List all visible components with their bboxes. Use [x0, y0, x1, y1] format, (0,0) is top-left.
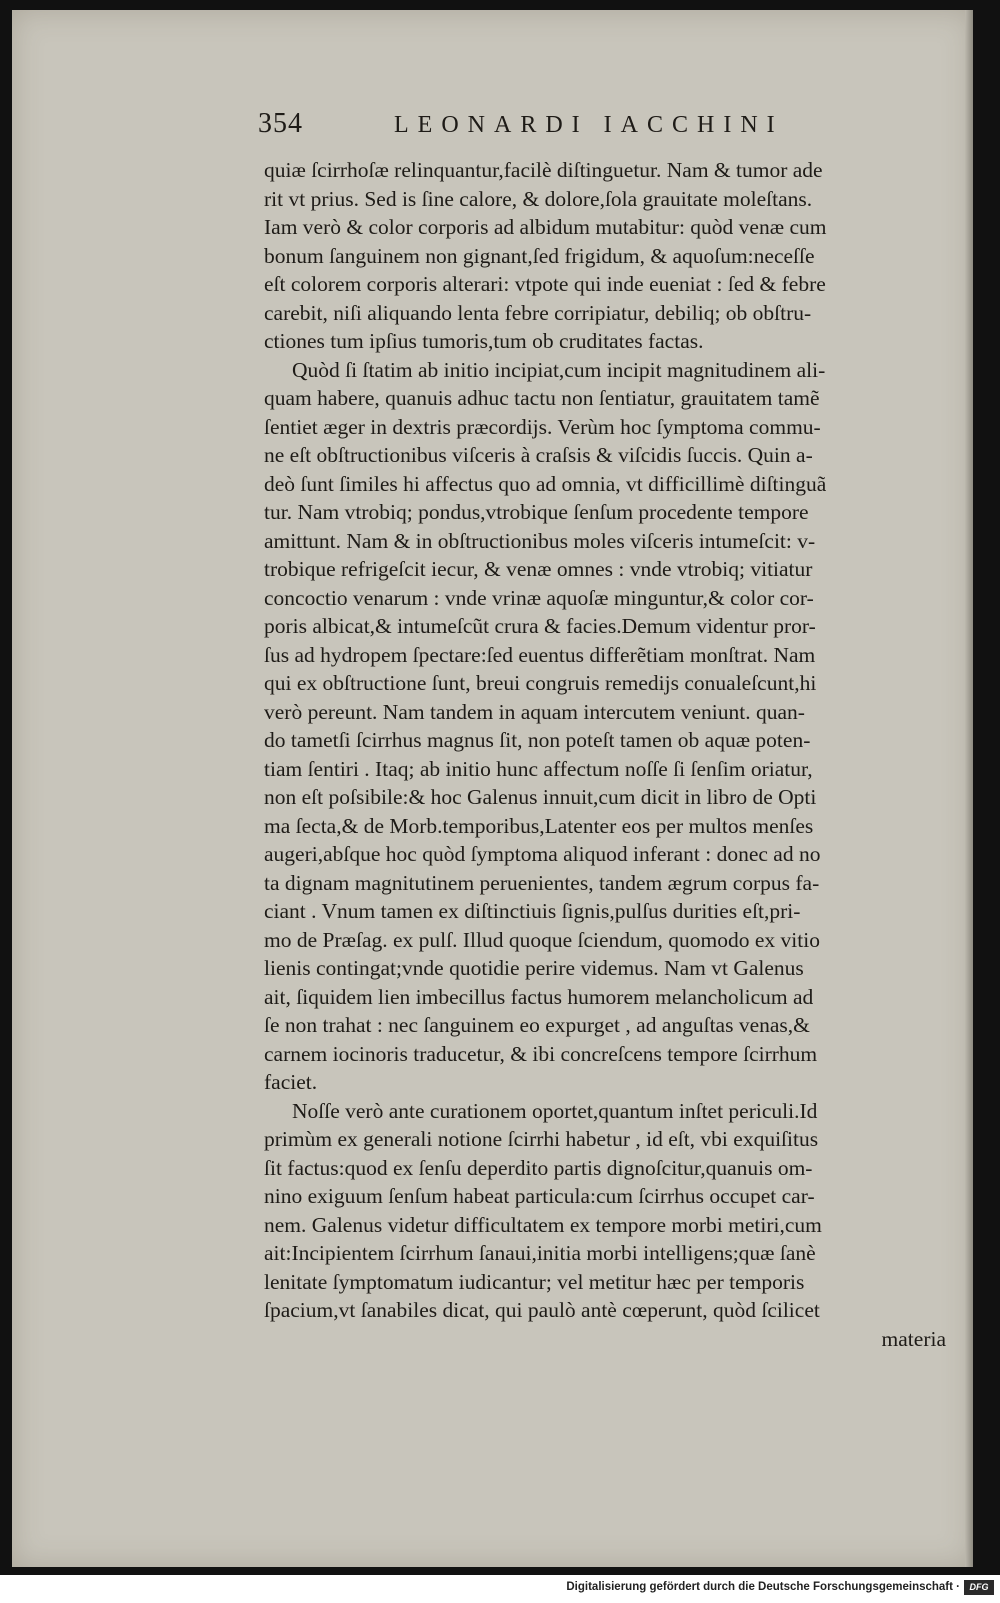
text-line: ma ſecta,& de Morb.temporibus,Latenter eos per multos menſes: [264, 813, 814, 838]
text-line: Noſſe verò ante curationem oportet,quantum inſtet periculi.Id: [292, 1098, 818, 1123]
text-line: nino exiguum ſenſum habeat particula:cum ſcirrhus occupet car-: [264, 1184, 815, 1208]
running-head: LEONARDI IACCHINI: [394, 112, 784, 138]
text-line: ſentiet æger in dextris præcordijs. Verùm hoc ſymptoma commu-: [264, 414, 821, 439]
text-line: ciant . Vnum tamen ex diſtinctiuis ſignis,pulſus durities eſt,pri-: [264, 899, 801, 923]
funding-credit: Digitalisierung gefördert durch die Deutsche Forschungsgemeinschaft ·: [566, 1581, 960, 1593]
page-header: [258, 108, 958, 148]
text-line: amittunt. Nam & in obſtructionibus moles viſceris intumeſcit: v-: [264, 528, 816, 553]
text-line: primùm ex generali notione ſcirrhi habetur , id eſt, vbi exquiſitus: [264, 1127, 819, 1151]
text-line: tiam ſentiri . Itaq; ab initio hunc affectum noſſe ſi ſenſim oriatur,: [264, 756, 813, 781]
text-line: eſt colorem corporis alterari: vtpote qui inde eueniat : ſed & febre: [264, 272, 826, 296]
text-line: ait, ſiquidem lien imbecillus factus humorem melancholicum ad: [264, 984, 814, 1009]
text-line: do tametſi ſcirrhus magnus ſit, non poteſt tamen ob aquæ poten-: [264, 728, 811, 752]
text-line: carnem iocinoris traducetur, & ibi concreſcens tempore ſcirrhum: [264, 1041, 818, 1066]
footer-bar: [0, 1575, 1000, 1603]
text-line: non eſt poſsibile:& hoc Galenus innuit,cum dicit in libro de Opti: [264, 785, 817, 809]
text-line: ctiones tum ipſius tumoris,tum ob cruditates factas.: [264, 329, 704, 353]
text-line: ſpacium,vt ſanabiles dicat, qui paulò antè cœperunt, quòd ſcilicet: [264, 1298, 820, 1322]
text-line: lenitate ſymptomatum iudicantur; vel metitur hæc per temporis: [264, 1269, 805, 1294]
text-line: faciet.: [264, 1070, 318, 1094]
page-number: 354: [258, 108, 303, 139]
text-line: poris albicat,& intumeſcũt crura & facies.Demum videntur pror-: [264, 614, 816, 638]
text-line: ſus ad hydropem ſpectare:ſed euentus differẽtiam monſtrat. Nam: [264, 642, 816, 667]
text-line: quiæ ſcirrhoſæ relinquantur,facilè diſtinguetur. Nam & tumor ade: [264, 158, 823, 182]
text-line: ta dignam magnitutinem peruenientes, tandem ægrum corpus fa-: [264, 870, 820, 895]
text-line: deò ſunt ſimiles hi affectus quo ad omnia, vt difficillimè diſtinguã: [264, 471, 827, 496]
text-line: concoctio venarum : vnde vrinæ aquoſæ minguntur,& color cor-: [264, 585, 814, 610]
text-line: Iam verò & color corporis ad albidum mutabitur: quòd venæ cum: [264, 215, 827, 239]
text-line: nem. Galenus videtur difficultatem ex tempore morbi metiri,cum: [264, 1212, 822, 1237]
page-edge: [965, 10, 973, 1567]
text-line: carebit, niſi aliquando lenta febre corripiatur, debiliq; ob obſtru-: [264, 300, 812, 325]
text-line: ne eſt obſtructionibus viſceris à craſsis & viſcidis ſuccis. Quin a-: [264, 443, 813, 467]
text-line: Quòd ſi ſtatim ab initio incipiat,cum incipit magnitudinem ali-: [292, 357, 826, 382]
text-line: qui ex obſtructione ſunt, breui congruis remedijs conualeſcunt,hi: [264, 671, 817, 695]
text-line: bonum ſanguinem non gignant,ſed frigidum, & aquoſum:neceſſe: [264, 243, 815, 268]
text-line: trobique refrigeſcit iecur, & venæ omnes : vnde vtrobiq; vitiatur: [264, 557, 813, 581]
text-line: quam habere, quanuis adhuc tactu non ſentiatur, grauitatem tamẽ: [264, 386, 820, 410]
text-line: tur. Nam vtrobiq; pondus,vtrobique ſenſum procedente tempore: [264, 500, 809, 524]
text-line: augeri,abſque hoc quòd ſymptoma aliquod inferant : donec ad no: [264, 842, 821, 866]
body-text: [264, 156, 954, 1353]
text-line: verò pereunt. Nam tandem in aquam intercutem veniunt. quan-: [264, 699, 805, 724]
text-line: ſe non trahat : nec ſanguinem eo expurget , ad anguſtas venas,&: [264, 1013, 810, 1037]
text-line: ſit factus:quod ex ſenſu deperdito partis dignoſcitur,quanuis om-: [264, 1155, 813, 1180]
text-line: rit vt prius. Sed is ſine calore, & dolore,ſola grauitate moleſtans.: [264, 186, 813, 211]
catchword: materia: [881, 1326, 946, 1351]
text-line: mo de Præſag. ex pulſ. Illud quoque ſciendum, quomodo ex vitio: [264, 927, 820, 952]
text-line: ait:Incipientem ſcirrhum ſanaui,initia morbi intelligens;quæ ſanè: [264, 1241, 816, 1265]
text-line: lienis contingat;vnde quotidie perire videmus. Nam vt Galenus: [264, 956, 804, 980]
dfg-logo: DFG: [964, 1580, 994, 1595]
